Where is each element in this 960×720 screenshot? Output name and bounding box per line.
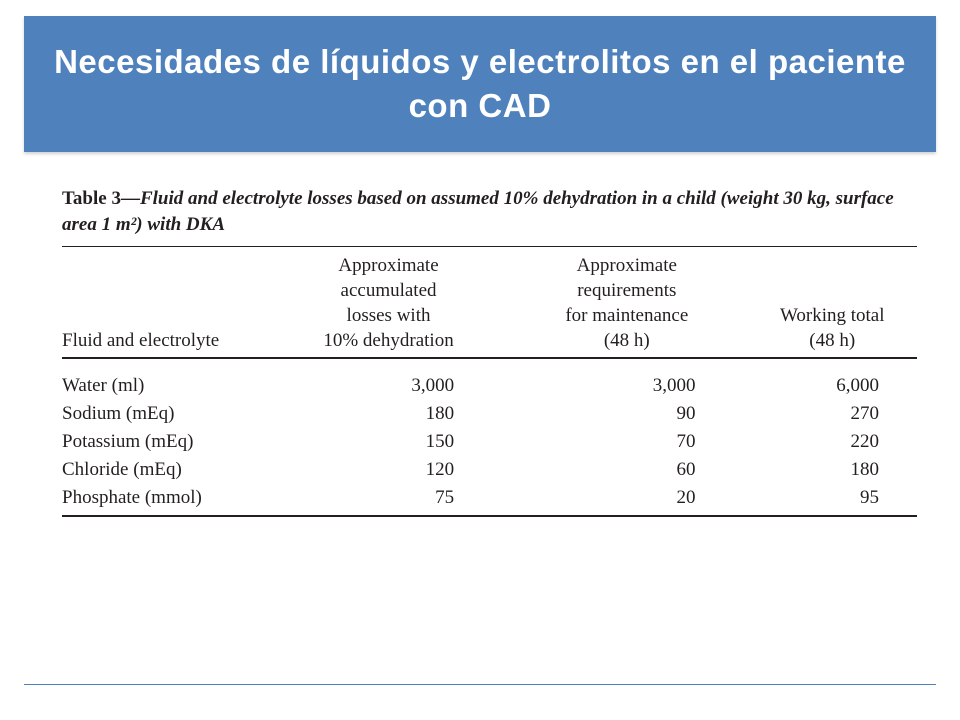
table-header-row (62, 247, 917, 357)
table-caption-label: Table 3— (62, 188, 140, 209)
cell-maintenance: 90 (676, 402, 696, 424)
table-caption (62, 186, 917, 238)
table-row (62, 483, 917, 515)
cell-losses: 120 (425, 458, 455, 480)
table-row (62, 455, 917, 483)
cell-losses: 150 (425, 430, 455, 452)
cell-maintenance: 60 (676, 458, 696, 480)
cell-total: 270 (850, 402, 879, 424)
row-label: Chloride (mEq) (62, 458, 182, 480)
slide-title: Necesidades de líquidos y electrolitos en el paciente con CAD (54, 43, 906, 124)
cell-maintenance: 20 (676, 486, 696, 508)
table-row (62, 359, 917, 399)
table-figure (62, 186, 917, 517)
table-bottom-rule (62, 515, 917, 517)
cell-losses: 75 (435, 486, 455, 508)
header-losses: Approximate accumulated losses with 10% dehydration (323, 255, 454, 351)
title-banner (24, 16, 936, 152)
header-maintenance: Approximate requirements for maintenance (48 h) (565, 255, 689, 351)
fluid-electrolyte-table (62, 247, 917, 515)
row-label: Phosphate (mmol) (62, 486, 202, 508)
header-fluid: Fluid and electrolyte (62, 330, 220, 351)
cell-total: 95 (860, 486, 879, 508)
table-row (62, 399, 917, 427)
table-caption-text: Fluid and electrolyte losses based on assumed 10% dehydration in a child (weight 30 kg, surface area 1 m²) with DKA (62, 188, 894, 235)
cell-total: 6,000 (836, 374, 879, 396)
header-total: Working total (48 h) (779, 305, 885, 351)
cell-total: 220 (850, 430, 879, 452)
row-label: Sodium (mEq) (62, 402, 175, 424)
footer-divider (24, 684, 936, 685)
cell-losses: 180 (425, 402, 455, 424)
table-row (62, 427, 917, 455)
cell-losses: 3,000 (411, 374, 455, 396)
cell-maintenance: 70 (676, 430, 696, 452)
row-label: Potassium (mEq) (62, 430, 194, 452)
cell-total: 180 (850, 458, 879, 480)
row-label: Water (ml) (62, 374, 145, 396)
cell-maintenance: 3,000 (652, 374, 696, 396)
